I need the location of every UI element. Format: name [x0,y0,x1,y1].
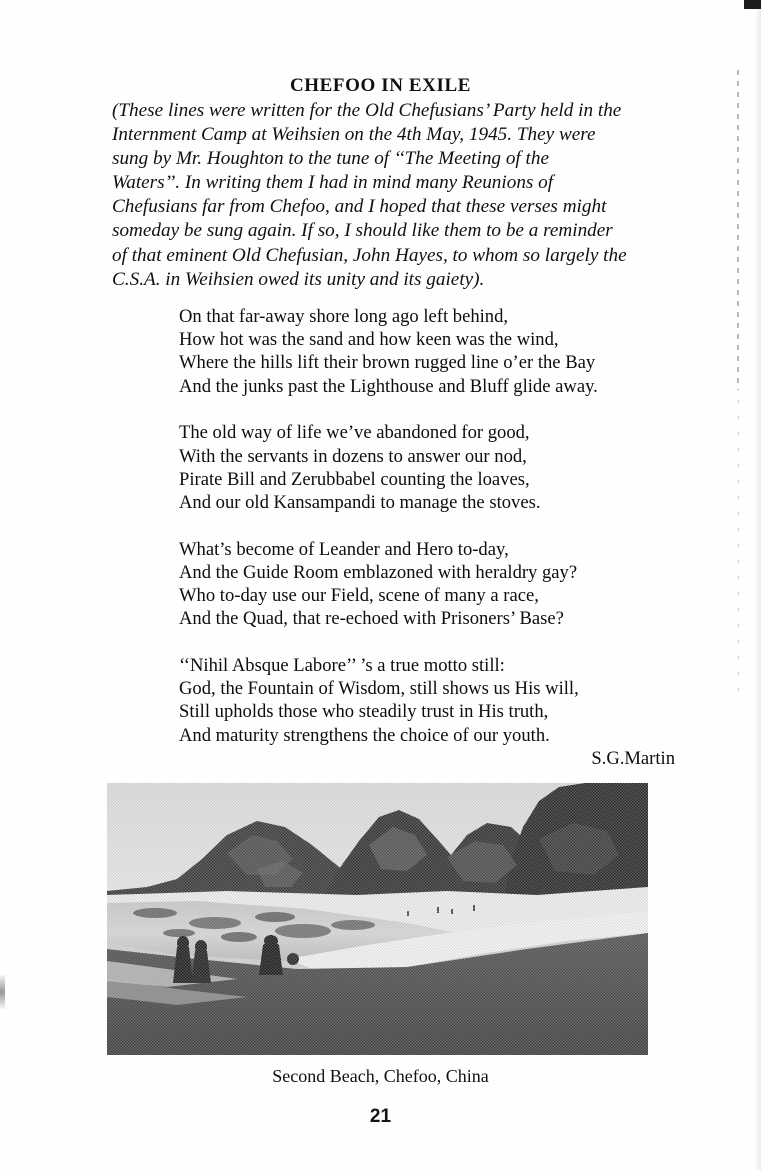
introductory-note [112,99,668,292]
poem-line: And the junks past the Lighthouse and Bluff glide away. [179,375,598,397]
poem-stanza [179,421,709,514]
poem-line: How hot was the sand and how keen was the wind, [179,329,559,351]
poem-line: With the servants in dozens to answer our nod, [179,445,527,467]
poem-stanza [179,305,709,398]
scan-edge-shadow [755,0,761,1170]
poem-line: And our old Kansampandi to manage the stoves. [179,491,541,513]
poem-line: God, the Fountain of Wisdom, still shows us His will, [179,678,579,700]
intro-line: someday be sung again. If so, I should like them to be a reminder [112,220,613,242]
poem-line: Pirate Bill and Zerubbabel counting the loaves, [179,468,530,490]
poem-stanza [179,654,709,747]
page-title: CHEFOO IN EXILE [289,74,472,96]
poem-line: Where the hills lift their brown rugged line o’er the Bay [179,352,596,374]
poem-line: And maturity strengthens the choice of our youth. [179,724,550,746]
poem-line: ‘‘Nihil Absque Labore’’ ’s a true motto still: [179,654,505,676]
poem-stanza [179,538,709,631]
page-number: 21 [369,1106,392,1127]
beach-photograph [107,783,648,1055]
poem-body [179,305,709,747]
poem-line: What’s become of Leander and Hero to-day, [179,538,509,560]
intro-line: Chefusians far from Chefoo, and I hoped that these verses might [112,196,607,218]
intro-line: (These lines were written for the Old Chefusians’ Party held in the [112,100,622,121]
poem-line: And the Quad, that re-echoed with Prisoners’ Base? [179,608,564,630]
photo-caption: Second Beach, Chefoo, China [272,1066,489,1086]
intro-line: Waters’’. In writing them I had in mind many Reunions of [112,172,554,194]
poem-line: And the Guide Room emblazoned with heraldry gay? [179,561,578,583]
scan-corner-mark [744,0,761,9]
scan-smudge [0,975,5,1009]
scan-artifact-line [737,70,739,390]
scan-artifact-line-lower [738,400,739,700]
intro-line: of that eminent Old Chefusian, John Hayes, to whom so largely the [112,244,627,266]
intro-line: Internment Camp at Weihsien on the 4th May, 1945. They were [112,124,596,146]
intro-line: C.S.A. in Weihsien owed its unity and its gaiety). [112,268,485,290]
poem-line: Who to-day use our Field, scene of many a race, [179,585,539,607]
intro-line: sung by Mr. Houghton to the tune of ‘‘The Meeting of the [112,148,549,170]
poem-line: The old way of life we’ve abandoned for good, [179,422,530,444]
poem-line: On that far-away shore long ago left behind, [179,306,509,327]
photograph-image [107,783,648,1055]
poem-author: S.G.Martin [591,748,675,769]
poem-line: Still upholds those who steadily trust in His truth, [179,701,549,723]
